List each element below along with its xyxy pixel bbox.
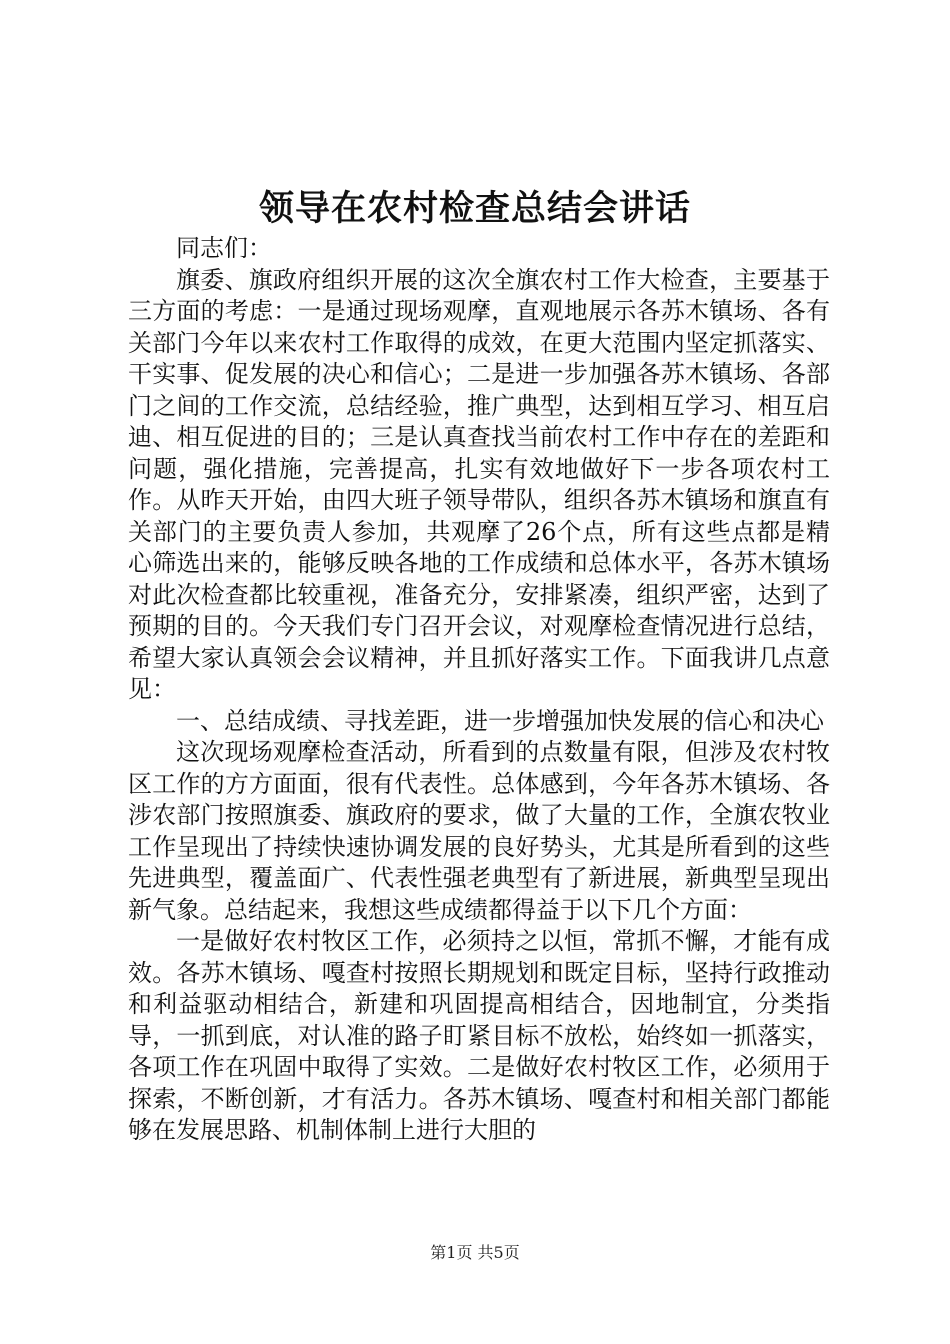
points-paragraph: 一是做好农村牧区工作，必须持之以恒，常抓不懈，才能有成效。各苏木镇场、嘎查村按照长期规划和既定目标，坚持行政推动和利益驱动相结合，新建和巩固提高相结合，因地制宜，分类指导，一抓到底，对认准的路子盯紧目标不放松，始终如一抓落实，各项工作在巩固中取得了实效。二是做好农村牧区工作，必须用于探索，不断创新，才有活力。各苏木镇场、嘎查村和相关部门都能够在发展思路、机制体制上进行大胆的 <box>128 927 830 1144</box>
document-body <box>128 233 830 1147</box>
document-title: 领导在农村检查总结会讲话 <box>258 188 691 229</box>
salutation-paragraph: 同志们： <box>176 234 272 262</box>
page-footer: 第1页 共5页 <box>430 1243 520 1262</box>
summary-paragraph: 这次现场观摩检查活动，所看到的点数量有限，但涉及农村牧区工作的方方面面，很有代表性。总体感到，今年各苏木镇场、各涉农部门按照旗委、旗政府的要求，做了大量的工作，全旗农牧业工作呈现出了持续快速协调发展的良好势头，尤其是所看到的这些先进典型，覆盖面广、代表性强老典型有了新进展，新典型呈现出新气象。总结起来，我想这些成绩都得益于以下几个方面： <box>128 738 830 924</box>
intro-paragraph: 旗委、旗政府组织开展的这次全旗农村工作大检查，主要基于三方面的考虑：一是通过现场观摩，直观地展示各苏木镇场、各有关部门今年以来农村工作取得的成效，在更大范围内坚定抓落实、干实事、促发展的决心和信心；二是进一步加强各苏木镇场、各部门之间的工作交流，总结经验，推广典型，达到相互学习、相互启迪、相互促进的目的；三是认真查找当前农村工作中存在的差距和问题，强化措施，完善提高，扎实有效地做好下一步各项农村工作。从昨天开始，由四大班子领导带队，组织各苏木镇场和旗直有关部门的主要负责人参加，共观摩了26个点，所有这些点都是精心筛选出来的，能够反映各地的工作成绩和总体水平，各苏木镇场对此次检查都比较重视，准备充分，安排紧凑，组织严密，达到了预期的目的。今天我们专门召开会议，对观摩检查情况进行总结，希望大家认真领会会议精神，并且抓好落实工作。下面我讲几点意见： <box>128 265 830 703</box>
section-heading-paragraph: 一、总结成绩、寻找差距，进一步增强加快发展的信心和决心 <box>176 706 824 735</box>
